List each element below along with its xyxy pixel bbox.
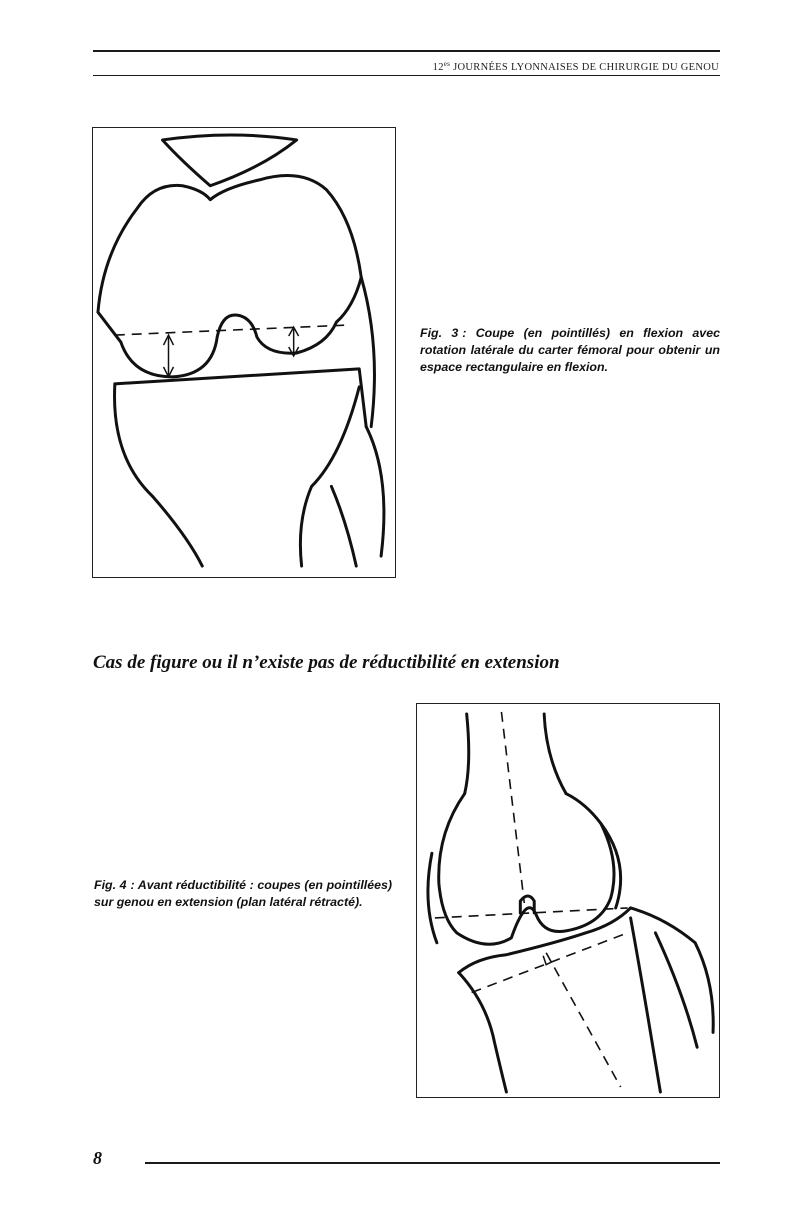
header-bottom-rule	[93, 75, 720, 76]
footer-rule	[145, 1162, 720, 1164]
section-heading: Cas de figure ou il n’existe pas de réductibilité en extension	[93, 652, 560, 673]
figure-4-label: Fig. 4	[94, 878, 127, 892]
femur-outline	[98, 176, 361, 377]
tibia-medial-shaft	[115, 384, 203, 566]
figure-4-caption-text: : Avant réductibilité : coupes (en pointillées) sur genou en extension (plan latéral rétracté).	[94, 878, 392, 909]
tibia-plateau	[115, 369, 366, 427]
tibial-axis-line	[546, 953, 621, 1087]
header-ordinal: es	[443, 60, 451, 68]
header-top-rule	[93, 50, 720, 52]
figure-3-label: Fig. 3	[420, 326, 459, 340]
figure-3-caption-text: : Coupe (en pointillés) en flexion avec rotation latérale du carter fémoral pour obtenir un espace rectangulaire en flexion.	[420, 326, 720, 374]
femur-shaft-left	[465, 714, 469, 794]
fibula-outline	[631, 908, 714, 1047]
running-header	[433, 60, 719, 73]
tibia-lateral-contour	[631, 918, 661, 1092]
tibial-plateau	[459, 908, 631, 973]
patella-shape	[163, 135, 297, 186]
femur-outer-contour	[428, 853, 437, 943]
femur-condyles	[439, 794, 614, 945]
figure-4-caption	[94, 877, 392, 911]
flexion-cut-line	[115, 325, 346, 335]
femur-shaft-right	[544, 714, 566, 794]
header-title: JOURNÉES LYONNAISES DE CHIRURGIE DU GENOU	[453, 62, 719, 73]
figure-4-illustration	[416, 703, 720, 1098]
femoral-axis-line	[501, 712, 524, 903]
figure-3-illustration	[92, 127, 396, 578]
header-number: 12	[432, 62, 444, 73]
figure-3-caption	[420, 325, 720, 376]
tibia-medial-contour	[459, 973, 507, 1092]
page-number: 8	[93, 1148, 102, 1168]
